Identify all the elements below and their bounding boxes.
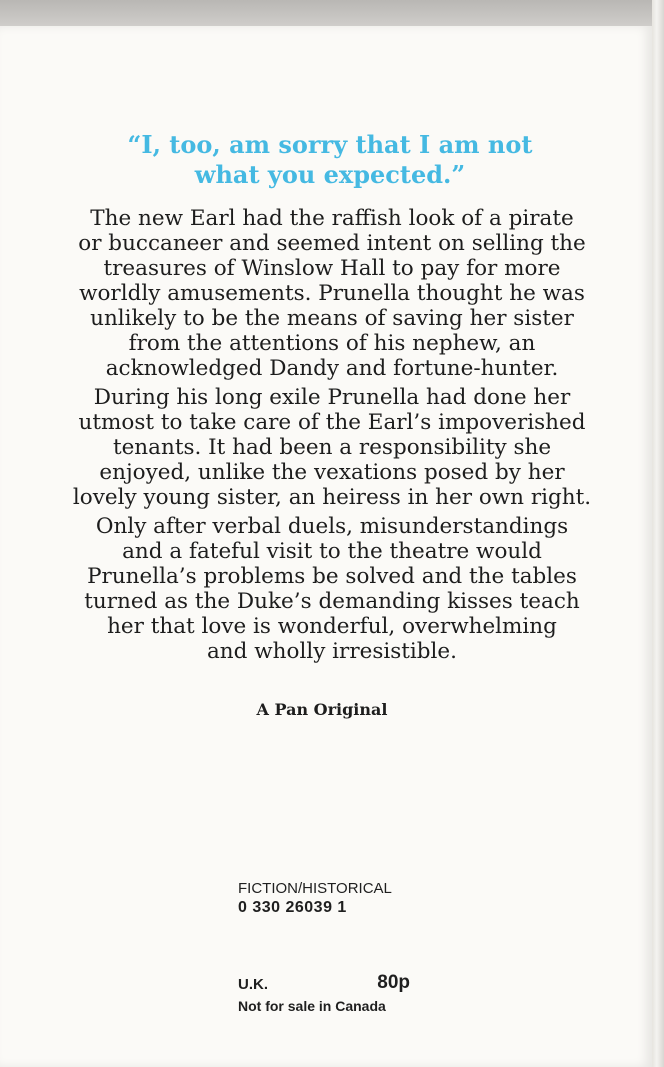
blurb-paragraph <box>52 385 612 510</box>
blurb-line: utmost to take care of the Earl’s impoverished <box>78 410 586 435</box>
tagline-quote <box>90 130 570 190</box>
blurb-line: Only after verbal duels, misunderstandings <box>95 514 569 539</box>
blurb-line: lovely young sister, an heiress in her own right. <box>72 485 592 510</box>
blurb-paragraph <box>52 206 612 381</box>
blurb-line: tenants. It had been a responsibility she <box>112 435 552 460</box>
blurb-line: her that love is wonderful, overwhelming <box>107 614 557 639</box>
blurb-line: and wholly irresistible. <box>206 639 457 664</box>
blurb-line: worldly amusements. Prunella thought he was <box>79 281 585 306</box>
blurb-line: or buccaneer and seemed intent on selling the <box>78 231 586 256</box>
blurb-line: enjoyed, unlike the vexations posed by her <box>99 460 565 485</box>
page-edge <box>652 0 664 1067</box>
back-cover <box>0 26 652 1067</box>
blurb <box>52 206 612 668</box>
blurb-line: turned as the Duke’s demanding kisses teach <box>84 589 580 614</box>
blurb-line: The new Earl had the raffish look of a pirate <box>90 206 574 231</box>
blurb-line: treasures of Winslow Hall to pay for more <box>103 256 561 281</box>
blurb-line: During his long exile Prunella had done her <box>93 385 571 410</box>
imprint-label: A Pan Original <box>256 700 388 719</box>
scan-top-shadow <box>0 0 664 26</box>
blurb-line: acknowledged Dandy and fortune-hunter. <box>105 356 559 381</box>
blurb-paragraph <box>52 514 612 664</box>
blurb-line: from the attentions of his nephew, an <box>128 331 536 356</box>
publication-info <box>238 879 392 918</box>
price-block <box>238 972 410 1014</box>
blurb-line: unlikely to be the means of saving her sister <box>90 306 574 331</box>
blurb-line: Prunella’s problems be solved and the tables <box>87 564 577 589</box>
price-value: 80p <box>377 972 410 993</box>
price-country: U.K. <box>238 976 268 993</box>
quote-line-2: what you expected.” <box>194 160 466 189</box>
isbn-number: 0 330 26039 1 <box>238 899 347 916</box>
blurb-line: and a fateful visit to the theatre would <box>122 539 542 564</box>
genre-label: FICTION/HISTORICAL <box>238 880 392 897</box>
sale-restriction: Not for sale in Canada <box>238 998 386 1014</box>
quote-line-1: “I, too, am sorry that I am not <box>127 130 533 159</box>
